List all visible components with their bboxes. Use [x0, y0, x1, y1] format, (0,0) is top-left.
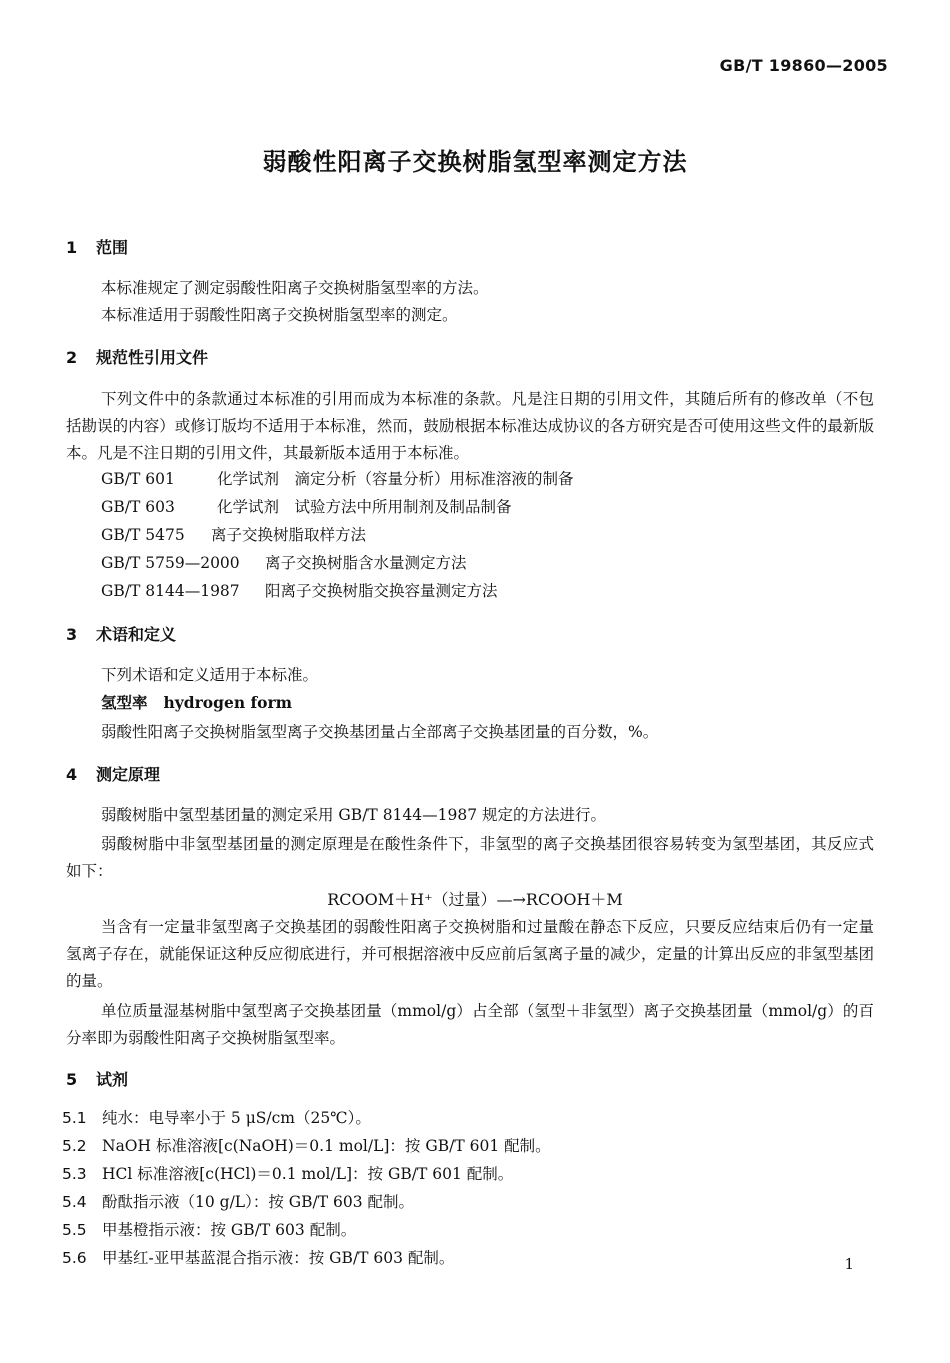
- reference-code: GB/T 5475: [101, 526, 185, 544]
- reference-item: [101, 551, 467, 573]
- s1-paragraph-1: 本标准规定了测定弱酸性阳离子交换树脂氢型率的方法。: [101, 279, 489, 297]
- section-4-heading: [66, 762, 160, 785]
- reagent-item: [62, 1246, 454, 1268]
- reference-code: GB/T 8144—1987: [101, 582, 240, 600]
- section-title: 试剂: [96, 1070, 129, 1089]
- document-title: 弱酸性阳离子交换树脂氢型率测定方法: [262, 148, 688, 176]
- reference-code: GB/T 601: [101, 470, 175, 488]
- standard-number: GB/T 19860—2005: [719, 56, 888, 75]
- reagent-item: [62, 1134, 551, 1156]
- item-text: NaOH 标准溶液[c(NaOH)＝0.1 mol/L]：按 GB/T 601 配制。: [102, 1137, 551, 1155]
- term-entry: [101, 691, 292, 713]
- section-number: 1: [66, 238, 78, 257]
- section-title: 测定原理: [96, 765, 161, 784]
- reagent-item: [62, 1162, 513, 1184]
- section-number: 4: [66, 765, 78, 784]
- item-number: 5.5: [62, 1221, 87, 1239]
- reference-title: 化学试剂 滴定分析（容量分析）用标准溶液的制备: [217, 470, 574, 488]
- section-5-heading: [66, 1067, 128, 1090]
- term-chinese: 氢型率: [101, 694, 148, 712]
- s4-paragraph-3: 当含有一定量非氢型离子交换基团的弱酸性阳离子交换树脂和过量酸在静态下反应，只要反应结束后仍有一定量氢离子存在，就能保证这种反应彻底进行，并可根据溶液中反应前后氢离子量的减少，定量的计算出反应的非氢型基团的量。: [66, 918, 874, 990]
- section-number: 5: [66, 1070, 78, 1089]
- reference-item: [101, 495, 512, 517]
- term-english: hydrogen form: [163, 693, 293, 712]
- reference-title: 化学试剂 试验方法中所用制剂及制品制备: [217, 498, 512, 516]
- s4-paragraph-2: 弱酸树脂中非氢型基团量的测定原理是在酸性条件下，非氢型的离子交换基团很容易转变为氢型基团，其反应式如下：: [66, 835, 874, 880]
- section-title: 范围: [96, 238, 129, 257]
- reaction-formula: RCOOM＋H⁺（过量）—→RCOOH＋M: [327, 890, 623, 909]
- section-number: 2: [66, 348, 78, 367]
- item-text: 酚酞指示液（10 g/L）：按 GB/T 603 配制。: [102, 1193, 415, 1211]
- reference-item: [101, 467, 574, 489]
- section-2-heading: [66, 345, 208, 368]
- s1-paragraph-2: 本标准适用于弱酸性阳离子交换树脂氢型率的测定。: [101, 306, 458, 324]
- reference-title: 离子交换树脂含水量测定方法: [265, 554, 467, 572]
- s3-paragraph-1: 下列术语和定义适用于本标准。: [101, 666, 319, 684]
- section-title: 规范性引用文件: [96, 348, 209, 367]
- reference-title: 阳离子交换树脂交换容量测定方法: [265, 582, 498, 600]
- reference-item: [101, 579, 498, 601]
- item-text: HCl 标准溶液[c(HCl)＝0.1 mol/L]：按 GB/T 601 配制。: [102, 1165, 514, 1183]
- section-1-heading: [66, 235, 128, 258]
- section-title: 术语和定义: [96, 625, 177, 644]
- reference-item: [101, 523, 366, 545]
- s2-paragraph: 下列文件中的条款通过本标准的引用而成为本标准的条款。凡是注日期的引用文件，其随后所有的修改单（不包括勘误的内容）或修订版均不适用于本标准，然而，鼓励根据本标准达成协议的各方研究是否可使用这些文件的最新版本。凡是不注日期的引用文件，其最新版本适用于本标准。: [66, 390, 874, 462]
- reference-title: 离子交换树脂取样方法: [211, 526, 367, 544]
- section-number: 3: [66, 625, 78, 644]
- item-text: 甲基橙指示液：按 GB/T 603 配制。: [102, 1221, 357, 1239]
- term-definition: 弱酸性阳离子交换树脂氢型离子交换基团量占全部离子交换基团量的百分数，%。: [101, 723, 659, 741]
- s4-paragraph-1: 弱酸树脂中氢型基团量的测定采用 GB/T 8144—1987 规定的方法进行。: [101, 806, 607, 824]
- section-3-heading: [66, 622, 176, 645]
- s4-paragraph-4: 单位质量湿基树脂中氢型离子交换基团量（mmol/g）占全部（氢型＋非氢型）离子交换基团量（mmol/g）的百分率即为弱酸性阳离子交换树脂氢型率。: [66, 1002, 874, 1047]
- reference-code: GB/T 5759—2000: [101, 554, 240, 572]
- item-text: 纯水：电导率小于 5 μS/cm（25℃）。: [102, 1109, 371, 1127]
- reagent-item: [62, 1190, 414, 1212]
- page-number: 1: [844, 1255, 854, 1273]
- item-number: 5.6: [62, 1249, 87, 1267]
- item-text: 甲基红-亚甲基蓝混合指示液：按 GB/T 603 配制。: [102, 1249, 455, 1267]
- reagent-item: [62, 1106, 371, 1128]
- item-number: 5.1: [62, 1109, 87, 1127]
- reference-code: GB/T 603: [101, 498, 175, 516]
- item-number: 5.3: [62, 1165, 87, 1183]
- reagent-item: [62, 1218, 356, 1240]
- item-number: 5.4: [62, 1193, 87, 1211]
- item-number: 5.2: [62, 1137, 87, 1155]
